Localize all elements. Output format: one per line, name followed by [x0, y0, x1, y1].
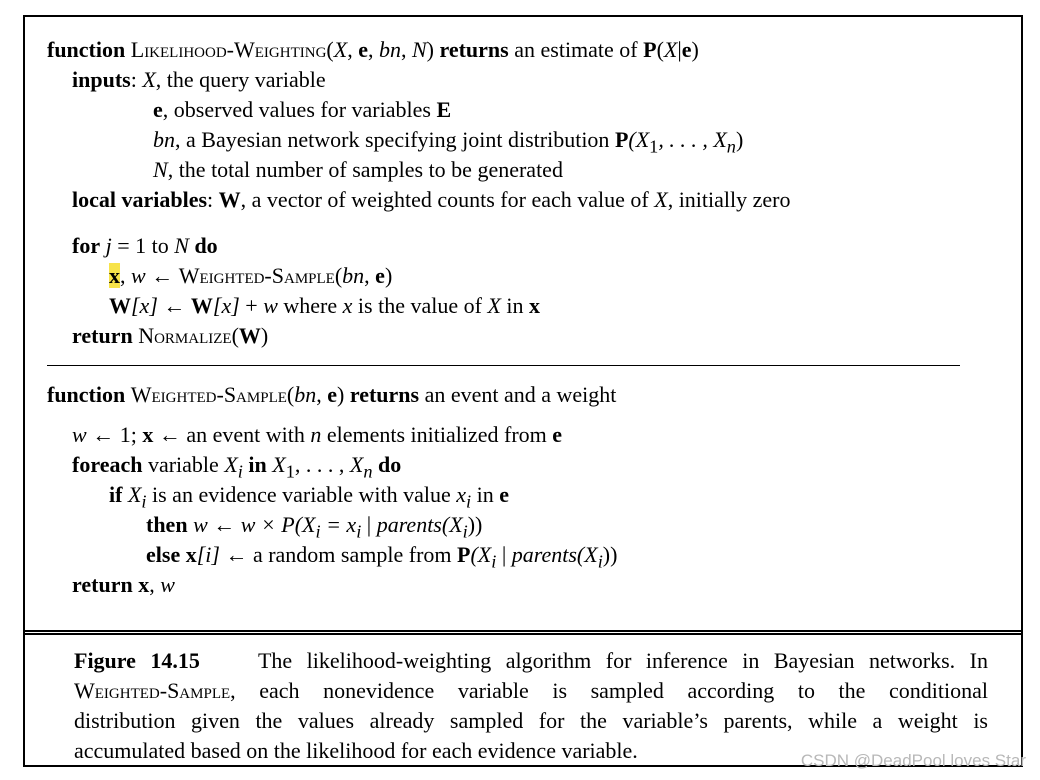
caption-line-3: distribution given the values already sampled for the variable’s parents, while a weight is [74, 708, 988, 733]
algo2-then: then w ← $w \times P(X_i = x_i$ | $parents(X_i)$) [146, 512, 483, 542]
algo1-input-e: e, observed values for variables E [153, 97, 452, 122]
algo1-return: return Normalize(W) [72, 323, 269, 348]
algo1-inputs: inputs: X, the query variable [72, 67, 326, 92]
algo1-input-bn: bn, a Bayesian network specifying joint distribution $P(X_1$, . . . , $X_n$) [153, 127, 744, 157]
algo2-if: if $X_i$ is an evidence variable with value $x_i$ in e [109, 482, 509, 512]
algo2-header: function Weighted-Sample(bn, e) returns an event and a weight [47, 382, 617, 407]
algo1-header: function Likelihood-Weighting(X, e, bn, N) returns an estimate of P(X|e) [47, 37, 699, 62]
algo1-input-n: N, the total number of samples to be generated [153, 157, 563, 182]
algorithm-divider [47, 365, 960, 366]
algo2-foreach: foreach variable $X_i$ in $X_1$, . . . , $X_n$ do [72, 452, 402, 482]
algo1-sample-line: x, w ← Weighted-Sample(bn, e) [109, 263, 393, 288]
caption-line-4: accumulated based on the likelihood for each evidence variable. [74, 738, 638, 763]
watermark: CSDN @DeadPool loves Star [800, 751, 1026, 770]
algo2-init: w ← 1; x ← an event with n elements initialized from e [72, 422, 563, 447]
algo2-return: return x, w [72, 572, 175, 597]
caption-line-2: Weighted-Sample, each nonevidence variable is sampled according to the conditional [74, 678, 988, 703]
figure-caption [74, 646, 988, 766]
figure-label: Figure 14.15 [74, 648, 200, 673]
algo1-update-line: W[x] ← W[x] + w where x is the value of X in x [109, 293, 541, 318]
caption-line-1: Figure 14.15 The likelihood-weighting algorithm for inference in Bayesian networks. In [74, 648, 989, 673]
algo2-else: else x[i] ← a random sample from $P(X_i$ | $parents(X_i)$) [146, 542, 618, 572]
caption-separator [23, 630, 1023, 635]
algo1-local-vars: local variables: W, a vector of weighted counts for each value of X, initially zero [72, 187, 791, 212]
algo1-for-loop: for j = 1 to N do [72, 233, 218, 258]
